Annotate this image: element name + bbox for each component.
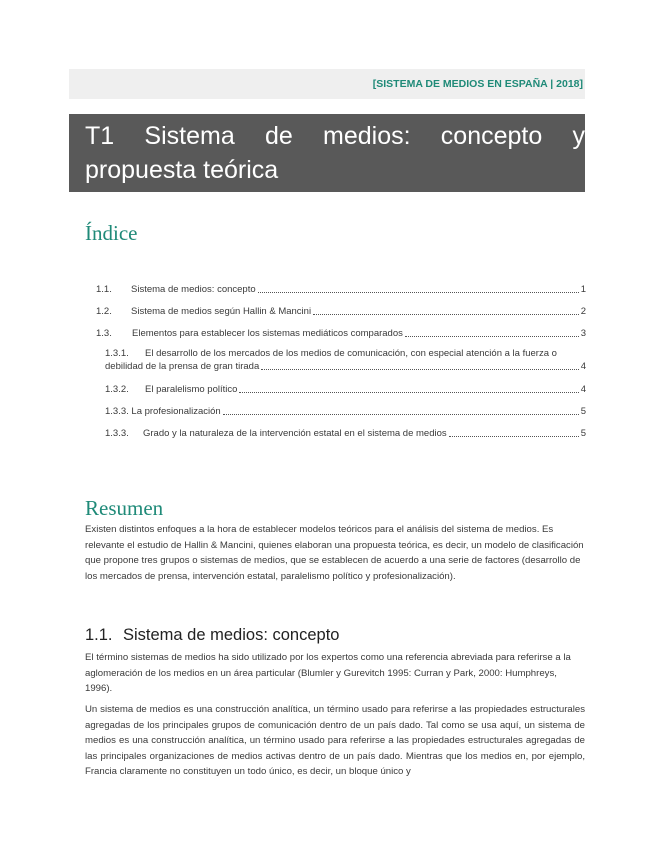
toc-entry-first-line [105, 346, 586, 361]
toc-entry-page: 2 [580, 306, 586, 317]
toc-entry-text: debilidad de la prensa de gran tirada [105, 361, 260, 372]
page-title-line-2: propuesta teórica [85, 156, 279, 184]
section-heading-1-1 [85, 626, 339, 645]
toc-entry[interactable] [96, 284, 586, 296]
section-paragraph-2: Un sistema de medios es una construcción analítica, un término usado para referirse a las propiedades estructurales agregadas de los principales grupos de comunicación dentro de un país dado. Tal como se usa aquí, un sistema de medios es una construcción analítica, un término usado para referirse a las propiedades estructurales agregadas de las principales organizaciones de medios activas dentro de un país dado. Mientras que los medios en, por ejemplo, Francia claramente no constituyen un todo único, es decir, un bloque único y [85, 704, 585, 777]
resumen-heading: Resumen [85, 496, 164, 520]
toc-entry-page: 5 [580, 428, 586, 439]
page-title-line-1 [85, 119, 585, 153]
page-title-box [69, 114, 585, 192]
title-word: de [264, 122, 293, 150]
section-paragraph-1: El término sistemas de medios ha sido utilizado por los expertos como una referencia abreviada para referirse a la aglomeración de los medios en un área particular (Blumler y Gurevitch 1995: Curran y Park, 2000: Humphreys, 1996). [85, 652, 571, 694]
toc-entry-text: Elementos para establecer los sistemas mediáticos comparados [132, 328, 403, 339]
toc-entry-number: 1.1. [96, 284, 112, 295]
title-word: concepto [440, 122, 543, 150]
title-word: Sistema [144, 122, 235, 150]
toc-leader-dots [449, 436, 579, 437]
toc-entry-page: 4 [580, 361, 586, 372]
table-of-contents [96, 281, 586, 440]
toc-entry[interactable] [96, 384, 586, 396]
toc-entry-page: 3 [580, 328, 586, 339]
toc-leader-dots [405, 336, 579, 337]
toc-entry-page: 4 [580, 384, 586, 395]
toc-entry-text: Grado y la naturaleza de la intervención estatal en el sistema de medios [143, 428, 447, 439]
running-header [69, 69, 585, 99]
toc-entry-second-line [105, 361, 586, 373]
toc-entry[interactable] [96, 306, 586, 318]
toc-leader-dots [258, 292, 579, 293]
toc-entry-number: 1.3. [96, 328, 112, 339]
title-word: medios: [323, 122, 411, 150]
toc-entry[interactable] [96, 328, 586, 340]
toc-entry-page: 5 [580, 406, 586, 417]
title-word: y [572, 122, 585, 150]
toc-entry-text: El paralelismo político [145, 384, 238, 395]
toc-entry[interactable] [96, 428, 586, 440]
running-title: [SISTEMA DE MEDIOS EN ESPAÑA | 2018] [372, 78, 583, 90]
toc-entry[interactable] [96, 346, 586, 373]
toc-entry-number: 1.3.1. [105, 348, 129, 359]
toc-entry-page: 1 [580, 284, 586, 295]
toc-entry-text: Sistema de medios según Hallin & Mancini [131, 306, 312, 317]
toc-leader-dots [313, 314, 579, 315]
toc-entry-text: 1.3.3. La profesionalización [105, 406, 221, 417]
toc-entry-number: 1.3.2. [105, 384, 129, 395]
section-title: Sistema de medios: concepto [123, 626, 340, 644]
toc-entry[interactable] [96, 406, 586, 418]
title-word: T1 [85, 122, 115, 150]
resumen-text: Existen distintos enfoques a la hora de establecer modelos teóricos para el análisis del sistema de medios. Es relevante el estudio de Hallin & Mancini, quienes elaboran una propuesta teórica, es decir, un modelo de clasificación que propone tres grupos o sistemas de medios, que se establecen de acuerdo a una serie de factores (desarrollo de los mercados de prensa, intervención estatal, paralelismo político y profesionalización). [85, 524, 584, 582]
toc-entry-number: 1.3.3. [105, 428, 129, 439]
section-number: 1.1. [85, 626, 113, 644]
toc-leader-dots [239, 392, 578, 393]
toc-entry-text: Sistema de medios: concepto [131, 284, 256, 295]
index-heading: Índice [85, 221, 138, 245]
toc-entry-text: El desarrollo de los mercados de los medios de comunicación, con especial atención a la fuerza o [145, 348, 557, 359]
toc-leader-dots [261, 369, 578, 370]
toc-entry-number: 1.2. [96, 306, 112, 317]
toc-leader-dots [223, 414, 579, 415]
